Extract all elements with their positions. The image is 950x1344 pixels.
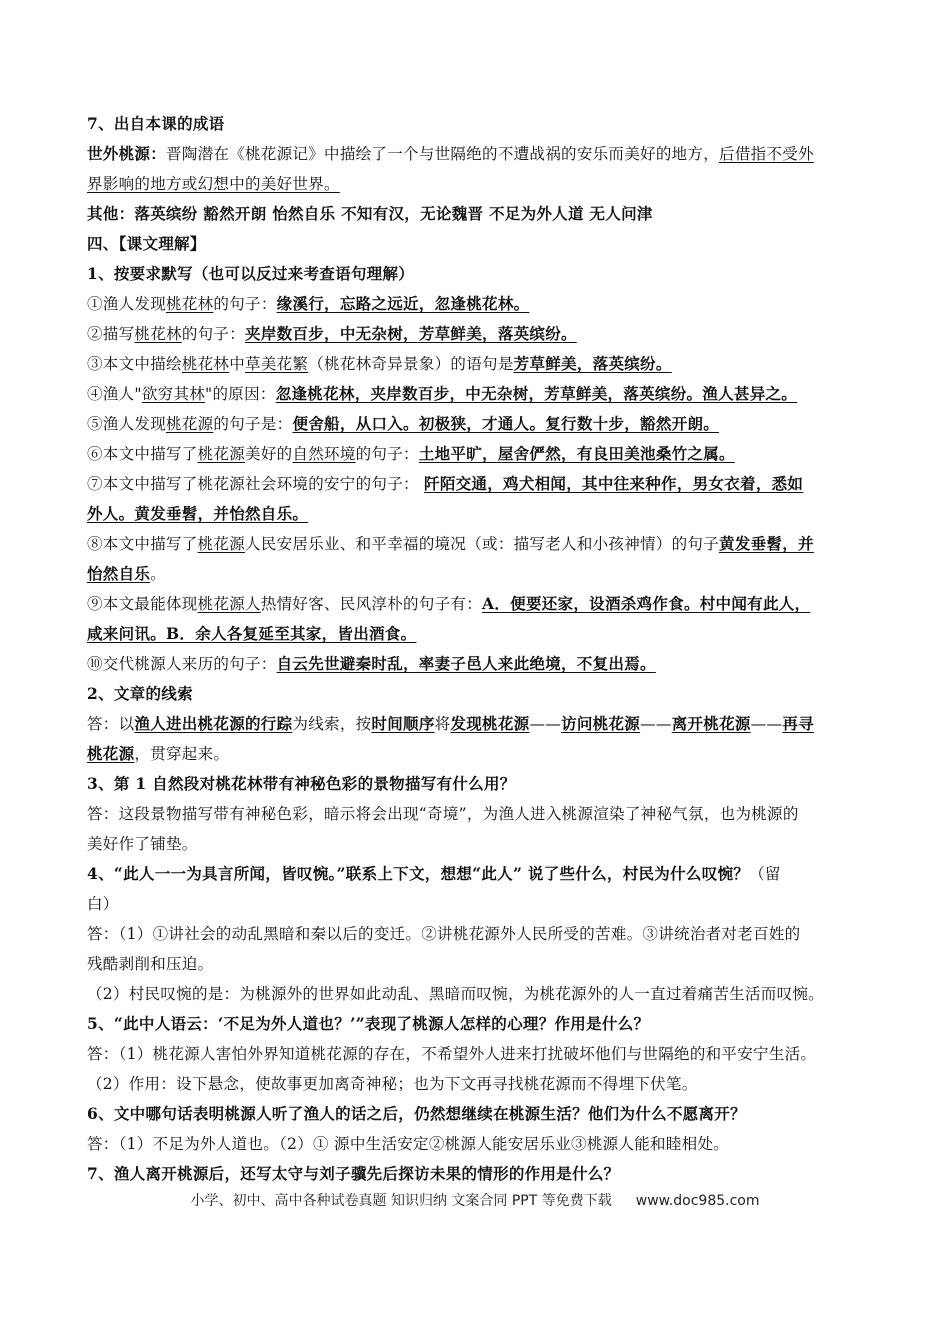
answer-text: 桃花林: [134, 325, 182, 343]
text-line: [87, 529, 867, 559]
text-line: [87, 1069, 867, 1099]
answer-text: 怡然自乐: [87, 564, 151, 583]
answer-text: A．便要还家，设酒杀鸡作食。村中闻有此人，: [482, 594, 811, 613]
text-segment: ⑦本文中描写了桃花源社会环境的安宁的句子：: [87, 475, 425, 493]
text-line: [87, 1159, 867, 1189]
answer-text: 离开桃花源: [671, 714, 751, 733]
text-segment: ①渔人发现: [87, 295, 167, 313]
answer-text: 访问桃花源: [561, 714, 641, 733]
text-segment: 1、按要求默写（也可以反过来考查语句理解）: [87, 264, 415, 283]
text-segment: 答：以: [87, 715, 135, 733]
text-line: [87, 409, 867, 439]
answer-text: 自云先世避秦时乱，率妻子邑人来此绝境，不复出焉。: [276, 654, 656, 673]
text-line: [87, 589, 867, 619]
text-line: [87, 649, 867, 679]
text-segment: 答：（1）桃花源人害怕外界知道桃花源的存在，不希望外人进来打扰破坏他们与世隔绝的和平安宁生活。: [87, 1045, 817, 1063]
text-segment: 热情好客、民风淳朴的句子有：: [260, 595, 483, 613]
text-line: [87, 439, 867, 469]
text-line: [87, 979, 867, 1009]
text-segment: 答：这段景物描写带有神秘色彩，暗示将会出现“奇境”，为渔人进入桃源渲染了神秘气氛，也为桃源的: [87, 805, 799, 823]
document-body: [87, 109, 867, 1189]
page-footer: [0, 1190, 950, 1210]
text-segment: 7、出自本课的成语: [87, 114, 225, 133]
text-segment: 的句子是：: [213, 415, 293, 433]
answer-text: 发现桃花源: [450, 714, 530, 733]
text-segment: 的句子：: [213, 295, 277, 313]
text-segment: ②描写: [87, 325, 135, 343]
answer-text: 渔人进出桃花源的行踪: [134, 714, 293, 733]
text-segment: 答：（1）①讲社会的动乱黑暗和秦以后的变迁。②讲桃花源外人民所受的苦难。③讲统治者对老百姓的: [87, 925, 801, 943]
text-segment: 其他：落英缤纷 豁然开朗 怡然自乐 不知有汉，无论魏晋 不足为外人道 无人问津: [87, 204, 653, 223]
answer-text: 桃花源: [166, 415, 214, 433]
text-line: [87, 859, 867, 889]
answer-text: 咸来问讯。B．余人各复延至其家，皆出酒食。: [87, 624, 417, 643]
text-segment: 2、文章的线索: [87, 684, 193, 703]
answer-text: 桃花源: [197, 535, 246, 553]
answer-text: 土地平旷，屋舍俨然，有良田美池桑竹之属。: [418, 444, 735, 463]
text-segment: （桃花林奇异景象）的语句是: [308, 355, 514, 373]
answer-text: 自然环境: [292, 445, 356, 463]
text-segment: 3、第 1 自然段对桃花林带有神秘色彩的景物描写有什么用？: [87, 774, 516, 793]
text-line: [87, 829, 867, 859]
text-segment: ⑧本文中描写了: [87, 535, 198, 553]
text-line: [87, 469, 867, 499]
text-segment: （2）村民叹惋的是：为桃源外的世界如此动乱、黑暗而叹惋，为桃花源外的人一直过着痛苦生活而叹惋。: [87, 985, 824, 1003]
text-line: [87, 109, 867, 139]
text-segment: （2）作用：设下悬念，使故事更加离奇神秘；也为下文再寻找桃花源而不得埋下伏笔。: [87, 1075, 698, 1093]
text-line: [87, 799, 867, 829]
text-segment: 4、“此人一一为具言所闻，皆叹惋。”联系上下文，想想“此人” 说了些什么，村民为什么叹惋？: [87, 864, 750, 883]
text-segment: ⑩交代桃源人来历的句子：: [87, 655, 277, 673]
answer-text: 桃花林: [166, 295, 214, 313]
text-segment: 将: [434, 715, 451, 733]
text-line: [87, 679, 867, 709]
text-segment: ⑥本文中描写了: [87, 445, 198, 463]
answer-text: 欲穷其林: [141, 385, 206, 403]
text-line: [87, 379, 867, 409]
answer-text: 夹岸数百步，中无杂树，芳草鲜美，落英缤纷。: [245, 324, 577, 343]
text-segment: （留: [749, 865, 781, 883]
text-line: [87, 319, 867, 349]
answer-text: 桃花源: [87, 744, 135, 763]
answer-text: 界影响的地方或幻想中的美好世界。: [87, 175, 340, 193]
answer-text: 桃花源: [197, 445, 246, 463]
answer-text: 便舍船，从口入。初极狭，才通人。复行数十步，豁然开朗。: [292, 414, 720, 433]
text-segment: 人民安居乐业、和平幸福的境况（或：描写老人和小孩神情）的句子: [245, 535, 720, 553]
text-line: [87, 1009, 867, 1039]
text-segment: 。: [150, 565, 167, 583]
text-line: [87, 769, 867, 799]
text-segment: 答：（1）不足为外人道也。（2）① 源中生活安定②桃源人能安居乐业③桃源人能和睦相处。: [87, 1135, 730, 1153]
text-segment: 四、【课文理解】: [87, 234, 206, 253]
text-line: [87, 259, 867, 289]
text-segment: 的句子：: [355, 445, 419, 463]
text-segment: 白）: [87, 895, 119, 913]
text-segment: 美好作了铺垫。: [87, 835, 198, 853]
text-line: [87, 949, 867, 979]
text-segment: ，贯穿起来。: [134, 745, 230, 763]
answer-text: 阡陌交通，鸡犬相闻，其中往来种作，男女衣着，悉如: [424, 474, 804, 493]
answer-text: 草美花繁: [245, 355, 309, 373]
text-segment: 为线索，按: [292, 715, 372, 733]
text-segment: ——: [529, 715, 562, 733]
text-line: [87, 619, 867, 649]
text-segment: 的句子：: [181, 325, 246, 343]
text-line: [87, 229, 867, 259]
text-line: [87, 559, 867, 589]
text-segment: ⑤渔人发现: [87, 415, 167, 433]
text-segment: 残酷剥削和压迫。: [87, 955, 214, 973]
text-segment: ③本文中描绘: [87, 355, 182, 373]
text-segment: ④渔人": [87, 385, 142, 403]
text-segment: 7、渔人离开桃源后，还写太守与刘子骥先后探访未果的情形的作用是什么？: [87, 1164, 620, 1183]
text-line: [87, 739, 867, 769]
answer-text: 桃花林: [181, 355, 230, 373]
text-segment: 美好的: [245, 445, 293, 463]
text-segment: ⑨本文最能体现: [87, 595, 198, 613]
text-line: [87, 499, 867, 529]
text-line: [87, 139, 867, 169]
text-line: [87, 1039, 867, 1069]
text-segment: 晋陶潜在《桃花源记》中描绘了一个与世隔绝的不遭战祸的安乐而美好的地方，: [166, 145, 720, 163]
answer-text: 桃花源人: [197, 595, 261, 613]
text-line: [87, 709, 867, 739]
footer-site-link[interactable]: www.doc985.com: [635, 1193, 760, 1209]
answer-text: 再寻: [782, 714, 814, 733]
text-segment: ——: [640, 715, 672, 733]
answer-text: 后借指不受外: [719, 145, 814, 163]
text-line: [87, 1129, 867, 1159]
text-line: [87, 199, 867, 229]
answer-text: 芳草鲜美，落英缤纷。: [513, 354, 672, 373]
text-line: [87, 919, 867, 949]
text-line: [87, 289, 867, 319]
text-line: [87, 1099, 867, 1129]
text-segment: "的原因：: [205, 385, 276, 403]
answer-text: 时间顺序: [371, 714, 435, 733]
answer-text: 缘溪行，忘路之远近，忽逢桃花林。: [276, 294, 530, 313]
text-line: [87, 889, 867, 919]
text-segment: 6、文中哪句话表明桃源人听了渔人的话之后，仍然想继续在桃源生活？他们为什么不愿离开？: [87, 1104, 746, 1123]
text-line: [87, 169, 867, 199]
answer-text: 黄发垂髫，并: [719, 534, 814, 553]
text-line: [87, 349, 867, 379]
text-segment: 世外桃源：: [87, 144, 167, 163]
text-segment: ——: [750, 715, 783, 733]
text-segment: 5、“此中人语云：‘不足为外人道也？’”表现了桃源人怎样的心理？作用是什么？: [87, 1014, 650, 1033]
text-segment: 中: [229, 355, 246, 373]
footer-text: 小学、初中、高中各种试卷真题 知识归纳 文案合同 PPT 等免费下载: [190, 1193, 612, 1209]
answer-text: 忽逢桃花林，夹岸数百步，中无杂树，芳草鲜美，落英缤纷。渔人甚异之。: [275, 384, 798, 403]
answer-text: 外人。黄发垂髫，并怡然自乐。: [87, 504, 309, 523]
